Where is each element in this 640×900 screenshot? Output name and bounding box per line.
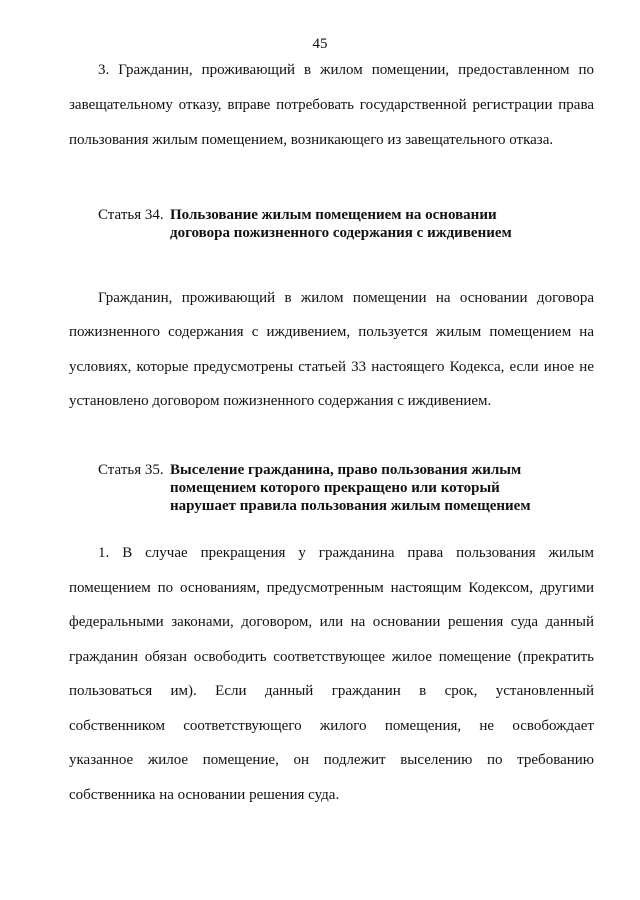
paragraph-line: указанное жилое помещение, он подлежит выселению по требованию <box>69 752 594 768</box>
article-35-label: Статья 35. <box>98 462 164 478</box>
article-34-title <box>170 206 512 242</box>
article-35-title <box>170 461 531 515</box>
paragraph-line: пользоваться им). Если данный гражданин в срок, установленный <box>69 683 594 699</box>
paragraph-line: установлено договором пожизненного содержания с иждивением. <box>69 393 492 409</box>
paragraph-line: завещательному отказу, вправе потребовать государственной регистрации права <box>69 97 594 113</box>
article-34-title-line: договора пожизненного содержания с иждивением <box>170 225 512 241</box>
article-35-title-line: нарушает правила пользования жилым помещением <box>170 498 531 514</box>
paragraph-line: условиях, которые предусмотрены статьей 33 настоящего Кодекса, если иное не <box>69 359 594 375</box>
paragraph-line: Гражданин, проживающий в жилом помещении на основании договора <box>98 290 594 306</box>
paragraph-line: федеральными законами, договором, или на основании решения суда данный <box>69 614 594 630</box>
paragraph-line: помещением по основаниям, предусмотренным настоящим Кодексом, другими <box>69 580 594 596</box>
paragraph-line: 3. Гражданин, проживающий в жилом помещении, предоставленном по <box>98 62 594 78</box>
paragraph-line: гражданин обязан освободить соответствующее жилое помещение (прекратить <box>69 649 594 665</box>
paragraph-line: пользования жилым помещением, возникающего из завещательного отказа. <box>69 132 554 148</box>
article-35-title-line: помещением которого прекращено или который <box>170 480 500 496</box>
paragraph-line: 1. В случае прекращения у гражданина права пользования жилым <box>98 545 594 561</box>
paragraph-line: собственника на основании решения суда. <box>69 787 340 803</box>
page-number: 45 <box>312 36 328 52</box>
article-34-title-line: Пользование жилым помещением на основании <box>170 207 497 223</box>
article-34-label: Статья 34. <box>98 207 164 223</box>
paragraph-line: пожизненного содержания с иждивением, пользуется жилым помещением на <box>69 324 594 340</box>
article-35-title-line: Выселение гражданина, право пользования жилым <box>170 462 522 478</box>
paragraph-line: собственником соответствующего жилого помещения, не освобождает <box>69 718 594 734</box>
